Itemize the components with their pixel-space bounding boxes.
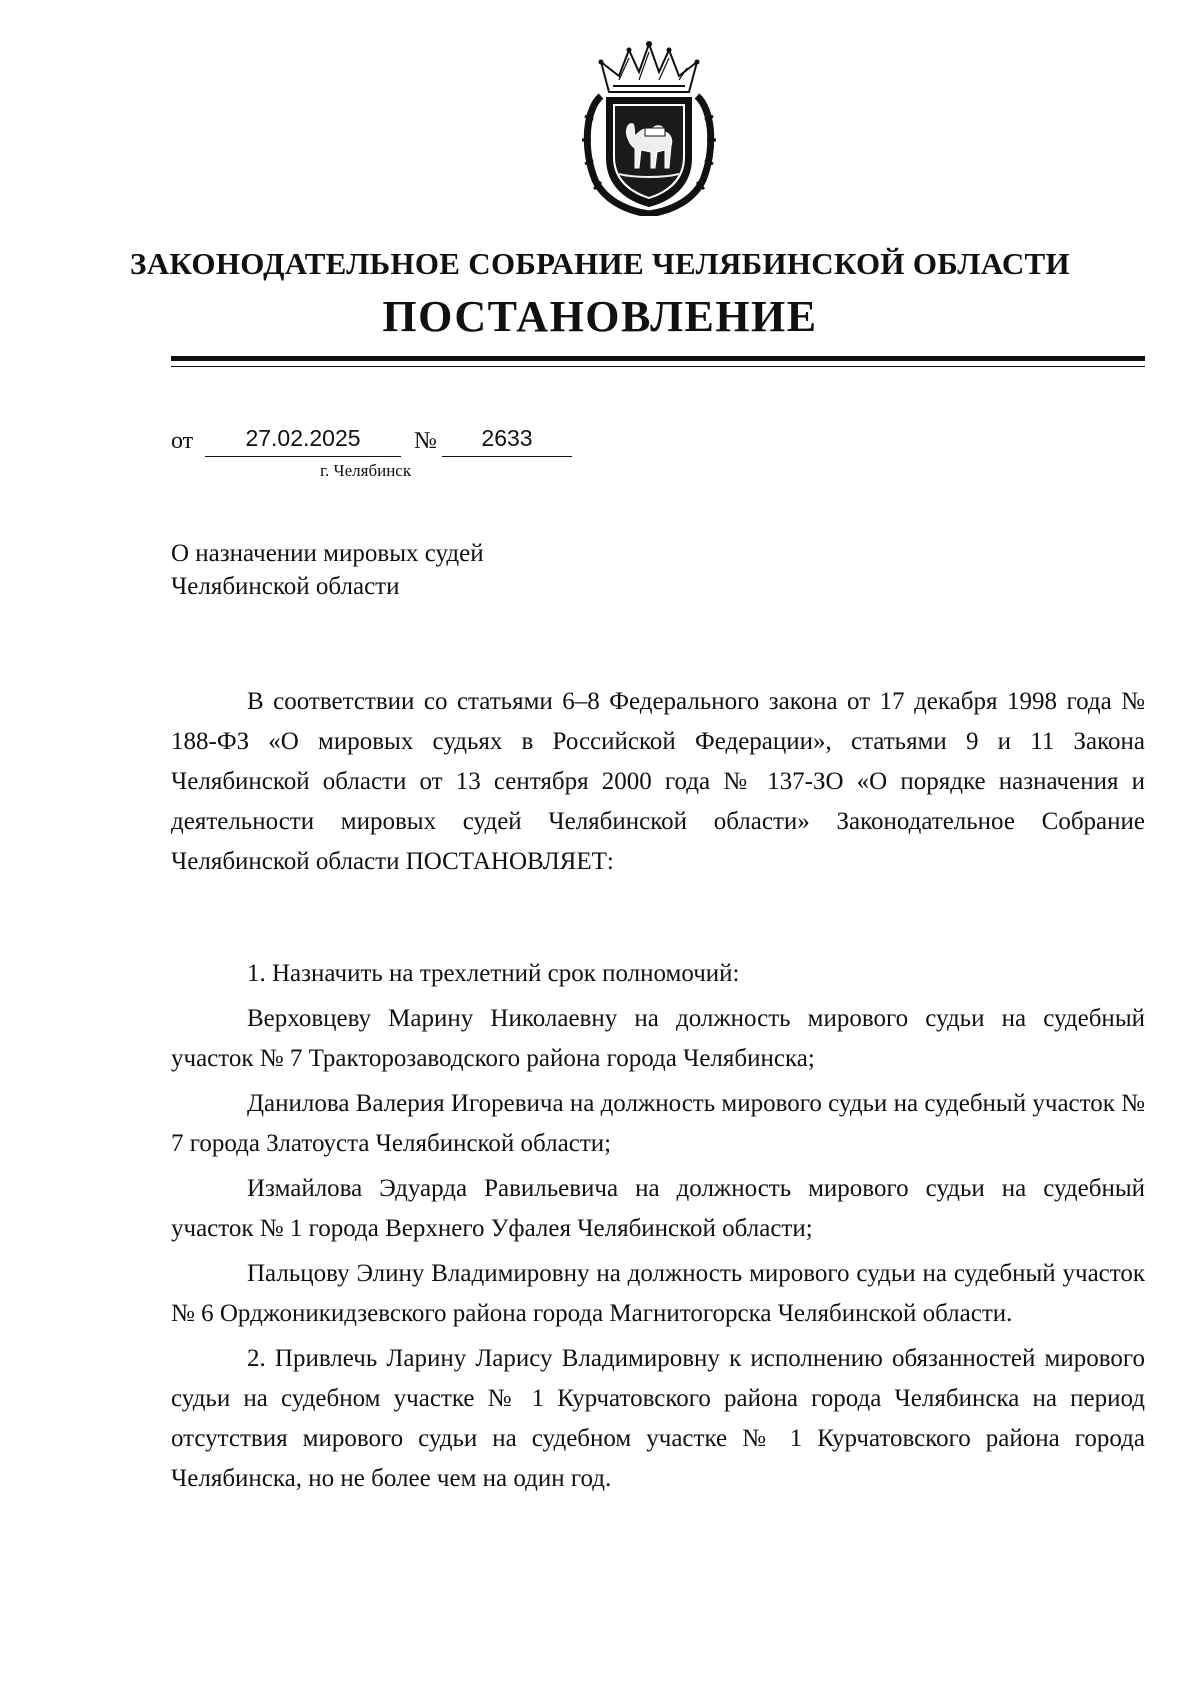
document-number: 2633 bbox=[481, 425, 533, 451]
coat-of-arms-icon bbox=[579, 40, 719, 216]
organization-title: ЗАКОНОДАТЕЛЬНОЕ СОБРАНИЕ ЧЕЛЯБИНСКОЙ ОБЛАСТИ bbox=[130, 246, 1070, 281]
appointment-paragraph: Измайлова Эдуарда Равильевича на должность мирового судьи на судебный участок № 1 города Верхнего Уфалея Челябинской области; bbox=[171, 1175, 1145, 1242]
preamble-paragraph: В соответствии со статьями 6–8 Федерального закона от 17 декабря 1998 года № 188-ФЗ «О мировых судьях в Российской Федерации», статьями 9 и 11 Закона Челябинской области от 13 сентября 2000 года № 137-ЗО «О порядке назначения и деятельности мировых судей Челябинской области» Законодательное Собрание Челябинской области ПОСТАНОВЛЯЕТ: bbox=[171, 688, 1145, 875]
clauses-section bbox=[171, 954, 1145, 1504]
header-rule-thick bbox=[171, 356, 1145, 361]
date-underline bbox=[205, 456, 401, 457]
date-label: от bbox=[171, 428, 194, 454]
preamble-section bbox=[171, 682, 1145, 882]
document-city: г. Челябинск bbox=[320, 461, 412, 480]
appointment-paragraph: Данилова Валерия Игоревича на должность мирового судьи на судебный участок № 7 города Златоуста Челябинской области; bbox=[171, 1090, 1145, 1157]
header-rule-thin bbox=[171, 366, 1145, 367]
clause-paragraph: 2. Привлечь Ларину Ларису Владимировну к исполнению обязанностей мирового судьи на судебном участке № 1 Курчатовского района города Челябинска на период отсутствия мирового судьи на судебном участке № 1 Курчатовского района города Челябинска, но не более чем на один год. bbox=[171, 1345, 1145, 1492]
appointment-paragraph: Пальцову Элину Владимировну на должность мирового судьи на судебный участок № 6 Орджоникидзевского района города Магнитогорска Челябинской области. bbox=[171, 1260, 1145, 1327]
subject-line: Челябинской области bbox=[171, 573, 400, 600]
number-underline bbox=[442, 456, 572, 457]
document-date: 27.02.2025 bbox=[245, 425, 361, 451]
number-label: № bbox=[414, 428, 437, 454]
appointment-paragraph: Верховцеву Марину Николаевну на должность мирового судьи на судебный участок № 7 Тракторозаводского района города Челябинска; bbox=[171, 1005, 1145, 1072]
subject-line: О назначении мировых судей bbox=[171, 540, 484, 567]
document-subject bbox=[171, 537, 484, 603]
document-type-title: ПОСТАНОВЛЕНИЕ bbox=[382, 292, 818, 341]
clause-heading: 1. Назначить на трехлетний срок полномочий: bbox=[247, 960, 740, 987]
